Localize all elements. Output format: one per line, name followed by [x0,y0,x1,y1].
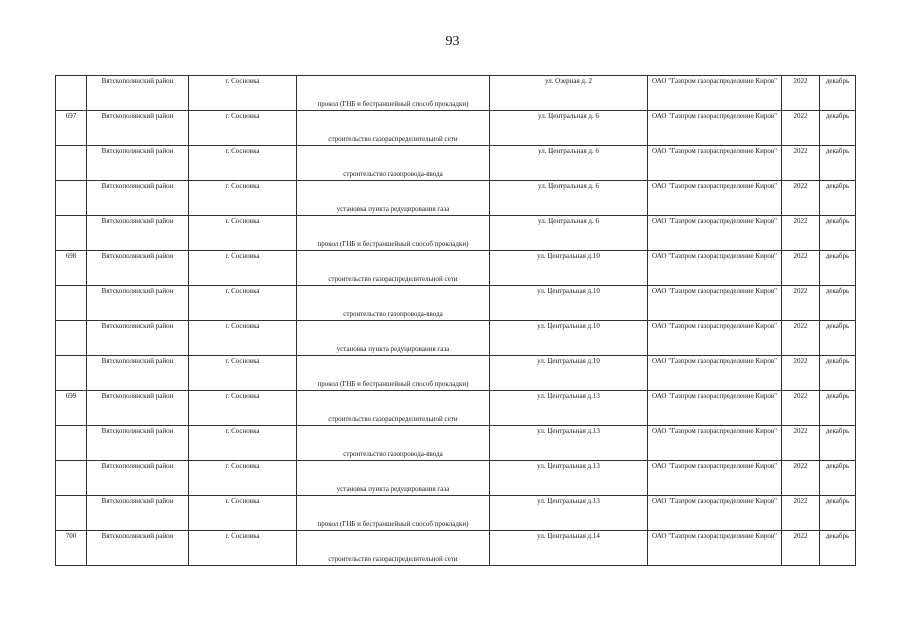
district-cell: Вятскополянский район [87,181,189,216]
district-cell: Вятскополянский район [87,496,189,531]
month-cell: декабрь [820,251,856,286]
table-row [56,426,856,461]
organization-cell: ОАО "Газпром газораспределение Киров" [648,216,782,251]
locality-cell: г. Сосновка [189,426,297,461]
work-type-cell: прокол (ГНБ и бестраншейный способ прокладки) [297,216,490,251]
organization-cell: ОАО "Газпром газораспределение Киров" [648,286,782,321]
month-cell: декабрь [820,286,856,321]
address-cell: ул. Центральная д. 6 [490,216,648,251]
work-type-cell: прокол (ГНБ и бестраншейный способ прокладки) [297,356,490,391]
year-cell: 2022 [782,356,820,391]
work-type-cell: строительство газопровода-ввода [297,146,490,181]
work-type-cell: строительство газопровода-ввода [297,426,490,461]
row-number-cell: 699 [56,391,87,426]
table-row [56,146,856,181]
table-row [56,356,856,391]
district-cell: Вятскополянский район [87,76,189,111]
table-body [56,76,856,566]
table-row [56,181,856,216]
month-cell: декабрь [820,321,856,356]
locality-cell: г. Сосновка [189,391,297,426]
organization-cell: ОАО "Газпром газораспределение Киров" [648,356,782,391]
address-cell: ул. Озерная д. 2 [490,76,648,111]
table-row [56,76,856,111]
district-cell: Вятскополянский район [87,111,189,146]
year-cell: 2022 [782,251,820,286]
row-number-cell: 697 [56,111,87,146]
month-cell: декабрь [820,531,856,566]
month-cell: декабрь [820,461,856,496]
organization-cell: ОАО "Газпром газораспределение Киров" [648,496,782,531]
month-cell: декабрь [820,391,856,426]
month-cell: декабрь [820,111,856,146]
year-cell: 2022 [782,76,820,111]
district-cell: Вятскополянский район [87,426,189,461]
organization-cell: ОАО "Газпром газораспределение Киров" [648,181,782,216]
year-cell: 2022 [782,391,820,426]
year-cell: 2022 [782,286,820,321]
address-cell: ул. Центральная д. 6 [490,181,648,216]
district-cell: Вятскополянский район [87,286,189,321]
table-row [56,286,856,321]
month-cell: декабрь [820,216,856,251]
table-row [56,111,856,146]
district-cell: Вятскополянский район [87,391,189,426]
locality-cell: г. Сосновка [189,461,297,496]
address-cell: ул. Центральная д.13 [490,426,648,461]
address-cell: ул. Центральная д.10 [490,321,648,356]
locality-cell: г. Сосновка [189,356,297,391]
locality-cell: г. Сосновка [189,146,297,181]
address-cell: ул. Центральная д.13 [490,391,648,426]
row-number-cell [56,496,87,531]
organization-cell: ОАО "Газпром газораспределение Киров" [648,251,782,286]
row-number-cell [56,321,87,356]
address-cell: ул. Центральная д.10 [490,251,648,286]
address-cell: ул. Центральная д. 6 [490,111,648,146]
address-cell: ул. Центральная д.10 [490,286,648,321]
work-type-cell: установка пункта редуцирования газа [297,181,490,216]
organization-cell: ОАО "Газпром газораспределение Киров" [648,426,782,461]
gasification-schedule-table [55,75,856,566]
work-type-cell: строительство газопровода-ввода [297,286,490,321]
organization-cell: ОАО "Газпром газораспределение Киров" [648,146,782,181]
locality-cell: г. Сосновка [189,76,297,111]
month-cell: декабрь [820,356,856,391]
table-row [56,531,856,566]
year-cell: 2022 [782,426,820,461]
district-cell: Вятскополянский район [87,146,189,181]
organization-cell: ОАО "Газпром газораспределение Киров" [648,76,782,111]
district-cell: Вятскополянский район [87,531,189,566]
page-number: 93 [445,34,460,49]
year-cell: 2022 [782,216,820,251]
row-number-cell [56,356,87,391]
table-row [56,251,856,286]
district-cell: Вятскополянский район [87,461,189,496]
year-cell: 2022 [782,496,820,531]
locality-cell: г. Сосновка [189,216,297,251]
work-type-cell: прокол (ГНБ и бестраншейный способ прокладки) [297,76,490,111]
work-type-cell: строительство газораспределительной сети [297,391,490,426]
district-cell: Вятскополянский район [87,216,189,251]
organization-cell: ОАО "Газпром газораспределение Киров" [648,391,782,426]
row-number-cell [56,286,87,321]
row-number-cell [56,181,87,216]
year-cell: 2022 [782,111,820,146]
row-number-cell [56,461,87,496]
locality-cell: г. Сосновка [189,321,297,356]
locality-cell: г. Сосновка [189,111,297,146]
month-cell: декабрь [820,426,856,461]
table-row [56,391,856,426]
row-number-cell: 700 [56,531,87,566]
year-cell: 2022 [782,181,820,216]
work-type-cell: строительство газораспределительной сети [297,111,490,146]
locality-cell: г. Сосновка [189,181,297,216]
row-number-cell: 698 [56,251,87,286]
district-cell: Вятскополянский район [87,356,189,391]
table-row [56,321,856,356]
table-row [56,496,856,531]
month-cell: декабрь [820,181,856,216]
address-cell: ул. Центральная д.13 [490,461,648,496]
table-row [56,461,856,496]
row-number-cell [56,216,87,251]
month-cell: декабрь [820,496,856,531]
row-number-cell [56,76,87,111]
table-row [56,216,856,251]
locality-cell: г. Сосновка [189,251,297,286]
work-type-cell: установка пункта редуцирования газа [297,461,490,496]
address-cell: ул. Центральная д.10 [490,356,648,391]
work-type-cell: строительство газораспределительной сети [297,251,490,286]
year-cell: 2022 [782,531,820,566]
month-cell: декабрь [820,146,856,181]
year-cell: 2022 [782,321,820,356]
locality-cell: г. Сосновка [189,286,297,321]
locality-cell: г. Сосновка [189,531,297,566]
work-type-cell: строительство газораспределительной сети [297,531,490,566]
work-type-cell: прокол (ГНБ и бестраншейный способ прокладки) [297,496,490,531]
district-cell: Вятскополянский район [87,321,189,356]
address-cell: ул. Центральная д.13 [490,496,648,531]
district-cell: Вятскополянский район [87,251,189,286]
organization-cell: ОАО "Газпром газораспределение Киров" [648,531,782,566]
address-cell: ул. Центральная д.14 [490,531,648,566]
work-type-cell: установка пункта редуцирования газа [297,321,490,356]
month-cell: декабрь [820,76,856,111]
year-cell: 2022 [782,146,820,181]
organization-cell: ОАО "Газпром газораспределение Киров" [648,111,782,146]
row-number-cell [56,426,87,461]
address-cell: ул. Центральная д. 6 [490,146,648,181]
organization-cell: ОАО "Газпром газораспределение Киров" [648,461,782,496]
organization-cell: ОАО "Газпром газораспределение Киров" [648,321,782,356]
row-number-cell [56,146,87,181]
year-cell: 2022 [782,461,820,496]
locality-cell: г. Сосновка [189,496,297,531]
